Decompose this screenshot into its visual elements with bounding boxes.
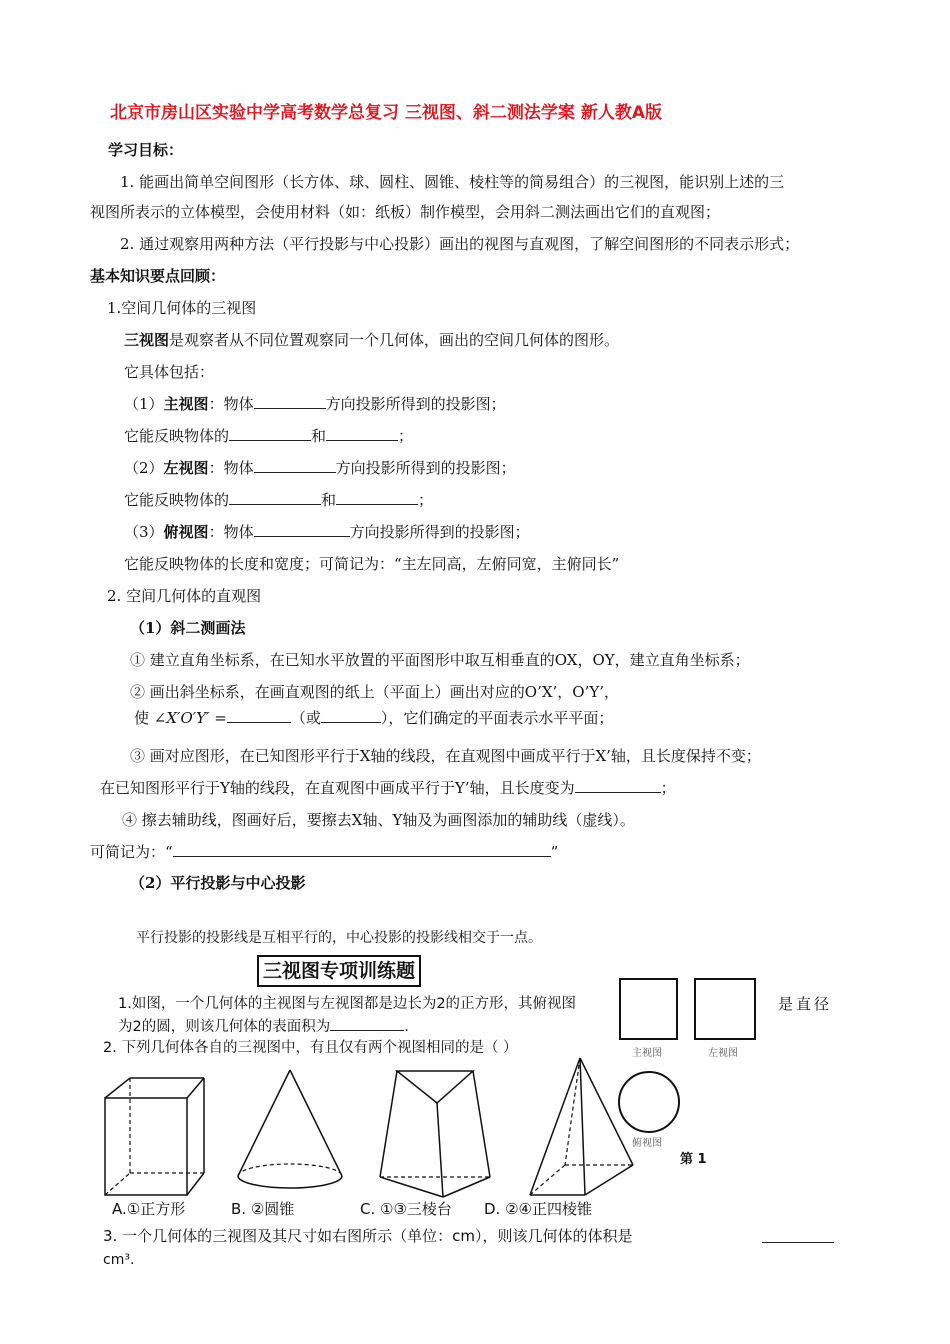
pyramid-figure <box>525 1055 640 1205</box>
q3-line-1 <box>103 1226 632 1246</box>
cube-figure <box>100 1075 210 1205</box>
and-2: 和 <box>321 491 337 509</box>
exercise-box-title: 三视图专项训练题 <box>257 955 421 987</box>
step2b-end: ），它们确定的平面表示水平平面； <box>380 709 614 727</box>
three-view-definition <box>124 330 619 350</box>
left-b: 方向投影所得到的投影图； <box>335 459 516 477</box>
step-2b-line <box>134 708 613 728</box>
def-rest: 是观察者从不同位置观察同一个几何体，画出的空间几何体的图形。 <box>169 331 620 349</box>
summary-pre: 可简记为：“ <box>90 843 173 861</box>
main-term: 主视图 <box>163 395 209 413</box>
main-view-line <box>124 394 506 414</box>
option-d[interactable]: D. ②④正四棱锥 <box>484 1200 592 1218</box>
semi-3: ； <box>660 779 676 797</box>
blank-left-dir[interactable] <box>254 458 336 473</box>
main-pre: （1） <box>124 395 164 413</box>
option-b[interactable]: B. ②圆锥 <box>231 1200 295 1218</box>
blank-top-dir[interactable] <box>254 522 350 537</box>
angle-expression: ∠X′O′Y′ = <box>153 709 227 727</box>
basics-heading: 基本知识要点回顾： <box>90 267 226 285</box>
section-2-heading: 2. 空间几何体的直观图 <box>107 587 262 605</box>
blank-reflect2-a[interactable] <box>229 490 321 505</box>
cone-figure <box>230 1068 350 1196</box>
summary-end: ” <box>550 843 559 861</box>
top-b: 方向投影所得到的投影图； <box>349 523 530 541</box>
step-3b-line <box>100 778 676 798</box>
option-c[interactable]: C. ①③三棱台 <box>360 1200 452 1218</box>
goals-heading: 学习目标： <box>108 141 184 159</box>
top-term: 俯视图 <box>163 523 209 541</box>
main-view-label: 主视图 <box>632 1048 662 1059</box>
summary-line <box>90 842 558 862</box>
blank-summary[interactable] <box>173 842 551 857</box>
reflect-1-line <box>124 426 413 446</box>
reflect2-a: 它能反映物体的 <box>124 491 230 509</box>
reflect-3-line: 它能反映物体的长度和宽度；可简记为：“主左同高，左俯同宽，主俯同长” <box>124 555 620 573</box>
step-1: ① 建立直角坐标系，在已知水平放置的平面图形中取互相垂直的OX，OY，建立直角坐标系； <box>130 651 750 669</box>
left-term: 左视图 <box>163 459 209 477</box>
q2-line: 2. 下列几何体各自的三视图中，有且仅有两个视图相同的是（ ） <box>103 1040 518 1056</box>
step-2: ② 画出斜坐标系，在画直观图的纸上（平面上）画出对应的O’X’，O’Y’， <box>130 683 620 701</box>
reflect-2-line <box>124 490 433 510</box>
section-1-heading: 1.空间几何体的三视图 <box>107 299 257 317</box>
q1-end: . <box>404 1019 409 1035</box>
step-3: ③ 画对应图形，在已知图形平行于X轴的线段，在直观图中画成平行于X’轴，且长度保持不变； <box>130 747 761 765</box>
goal-1-line-2: 视图所表示的立体模型，会使用材料（如：纸板）制作模型，会用斜二测法画出它们的直观图； <box>90 203 721 221</box>
reflect1-a: 它能反映物体的 <box>124 427 230 445</box>
goal-2: 2. 通过观察用两种方法（平行投影与中心投影）画出的视图与直观图，了解空间图形的不同表示形式； <box>120 235 800 253</box>
frustum-figure <box>375 1065 495 1205</box>
oblique-heading: （1）斜二测画法 <box>130 619 246 637</box>
top-view-label: 俯视图 <box>632 1138 662 1149</box>
left-a: ：物体 <box>208 459 254 477</box>
and-1: 和 <box>311 427 327 445</box>
main-a: ：物体 <box>208 395 254 413</box>
blank-reflect1-a[interactable] <box>229 426 311 441</box>
blank-angle[interactable] <box>227 708 291 723</box>
blank-main-dir[interactable] <box>254 394 326 409</box>
q1-line-1: 1.如图，一个几何体的主视图与左视图都是边长为2的正方形，其俯视图 <box>118 996 577 1012</box>
step-4: ④ 擦去辅助线，图画好后，要擦去X轴、Y轴及为画图添加的辅助线（虚线）。 <box>122 811 635 829</box>
figure-number: 第 1 <box>680 1152 707 1167</box>
blank-y-length[interactable] <box>575 778 661 793</box>
main-view-square <box>619 978 678 1040</box>
q1-suffix: 是直径 <box>778 995 833 1013</box>
blank-angle-alt[interactable] <box>321 708 381 723</box>
left-pre: （2） <box>124 459 164 477</box>
page-title: 北京市房山区实验中学高考数学总复习 三视图、斜二测法学案 新人教A版 <box>110 103 662 123</box>
projection-heading: （2）平行投影与中心投影 <box>130 874 306 892</box>
main-b: 方向投影所得到的投影图； <box>325 395 506 413</box>
include-text: 它具体包括： <box>124 363 215 381</box>
semi-2: ； <box>418 491 434 509</box>
top-view-line <box>124 522 530 542</box>
option-a[interactable]: A.①正方形 <box>112 1200 186 1218</box>
blank-reflect2-b[interactable] <box>336 490 418 505</box>
step3b-text: 在已知图形平行于Y轴的线段，在直观图中画成平行于Y’轴，且长度变为 <box>100 779 575 797</box>
top-pre: （3） <box>124 523 164 541</box>
left-view-square <box>694 978 756 1040</box>
blank-q1[interactable] <box>330 1016 404 1031</box>
semi-1: ； <box>398 427 414 445</box>
top-a: ：物体 <box>208 523 254 541</box>
left-view-line <box>124 458 516 478</box>
goal-1-line-1: 1. 能画出简单空间图形（长方体、球、圆柱、圆锥、棱柱等的简易组合）的三视图，能识别上述的三 <box>120 173 785 191</box>
blank-reflect1-b[interactable] <box>326 426 398 441</box>
q3-text: 3. 一个几何体的三视图及其尺寸如右图所示（单位：cm），则该几何体的体积是 <box>103 1227 633 1245</box>
projection-text: 平行投影的投影线是互相平行的，中心投影的投影线相交于一点。 <box>136 930 542 946</box>
blank-q3[interactable] <box>762 1228 834 1243</box>
step2b-mid: （或 <box>290 709 321 727</box>
step2b-pre: 使 <box>134 709 150 727</box>
def-term: 三视图 <box>124 331 170 349</box>
left-view-label: 左视图 <box>708 1048 738 1059</box>
q3-line-2: cm³. <box>103 1252 135 1268</box>
q1-line-2-text: 为2的圆，则该几何体的表面积为 <box>118 1019 331 1035</box>
q1-line-2 <box>118 1016 409 1037</box>
